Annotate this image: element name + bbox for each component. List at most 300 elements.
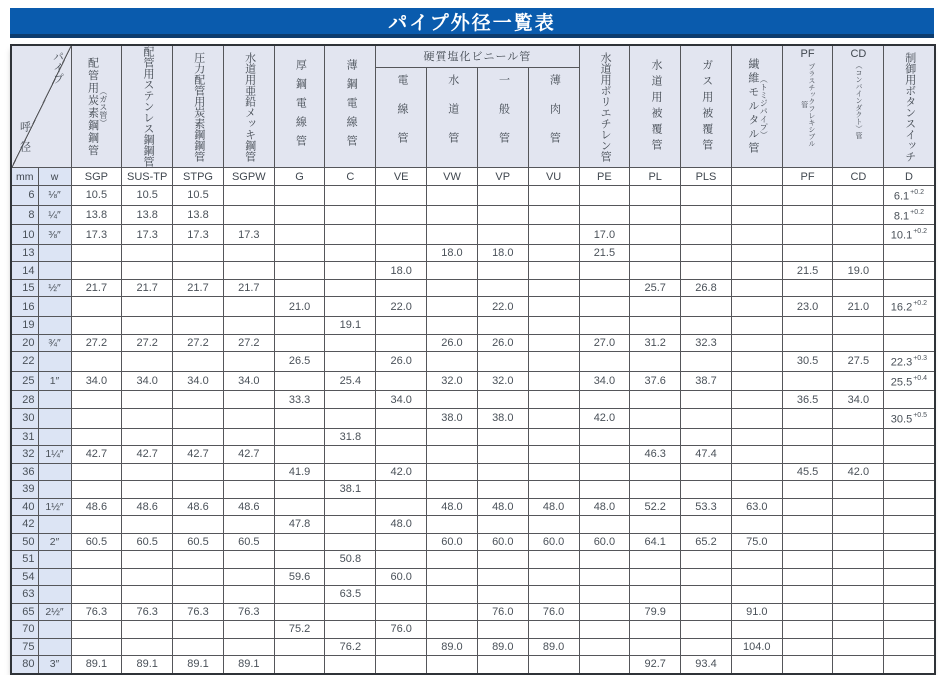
value-cell [325, 656, 376, 674]
value-cell [122, 516, 173, 534]
value-cell [681, 586, 732, 604]
header-row-codes [11, 168, 935, 186]
value-cell [884, 498, 935, 516]
table-row [11, 205, 935, 225]
table-row [11, 262, 935, 280]
column-sublabel: （ガス管） [98, 86, 108, 127]
corner-cell [11, 45, 71, 168]
row-mm-cell: 28 [11, 391, 38, 409]
value-cell [528, 297, 579, 317]
row-mm-cell: 15 [11, 279, 38, 297]
value-cell: 89.1 [223, 656, 274, 674]
column-header-G [274, 45, 325, 168]
value-cell [274, 205, 325, 225]
value-cell [681, 551, 732, 569]
row-inch-cell [38, 586, 71, 604]
row-mm-cell: 42 [11, 516, 38, 534]
value-cell: $25.5^{+0.4}$ [884, 371, 935, 391]
value-cell: 27.2 [71, 334, 122, 352]
column-label: 水道用亜鉛メッキ鋼管 [243, 51, 256, 162]
value-cell: 93.4 [681, 656, 732, 674]
value-cell [579, 317, 630, 335]
value-cell [274, 334, 325, 352]
row-mm-cell: 63 [11, 586, 38, 604]
value-cell: 48.0 [579, 498, 630, 516]
value-cell: 60.5 [223, 533, 274, 551]
value-cell [376, 244, 427, 262]
table-row [11, 428, 935, 446]
value-cell: 34.0 [173, 371, 224, 391]
value-cell [223, 244, 274, 262]
value-cell [325, 446, 376, 464]
value-cell [427, 428, 478, 446]
table-row [11, 297, 935, 317]
code-cell-VP: VP [477, 168, 528, 186]
value-cell [833, 186, 884, 206]
table-row [11, 568, 935, 586]
value-cell [833, 244, 884, 262]
value-cell [274, 498, 325, 516]
value-cell: 21.7 [173, 279, 224, 297]
code-cell-C: C [325, 168, 376, 186]
table-row [11, 391, 935, 409]
value-cell [223, 317, 274, 335]
value-cell [274, 244, 325, 262]
table-row [11, 656, 935, 674]
value-cell [122, 481, 173, 499]
row-inch-cell: 2″ [38, 533, 71, 551]
value-cell [223, 408, 274, 428]
value-cell [782, 225, 833, 245]
value-cell [731, 279, 782, 297]
column-header-PL [630, 45, 681, 168]
value-cell: $8.1^{+0.2}$ [884, 205, 935, 225]
value-cell [528, 463, 579, 481]
column-label: 制御用ボタンスイッチ [903, 51, 916, 162]
row-mm-cell: 40 [11, 498, 38, 516]
value-cell: 76.3 [173, 603, 224, 621]
row-mm-cell: 20 [11, 334, 38, 352]
column-header-SGP [71, 45, 122, 168]
value-cell [731, 186, 782, 206]
value-cell [681, 297, 732, 317]
value-cell [376, 586, 427, 604]
value-cell: 26.0 [376, 352, 427, 372]
value-cell [833, 568, 884, 586]
value-cell [579, 186, 630, 206]
value-cell: $16.2^{+0.2}$ [884, 297, 935, 317]
row-inch-cell: ¼″ [38, 205, 71, 225]
value-cell [833, 621, 884, 639]
value-cell: 89.1 [71, 656, 122, 674]
row-inch-cell [38, 463, 71, 481]
value-cell [325, 621, 376, 639]
value-cell [122, 297, 173, 317]
value-cell [681, 352, 732, 372]
value-cell [122, 262, 173, 280]
value-cell [477, 516, 528, 534]
value-cell [274, 446, 325, 464]
value-cell: 27.2 [223, 334, 274, 352]
value-cell [681, 225, 732, 245]
value-cell: 31.2 [630, 334, 681, 352]
value-cell: 42.0 [833, 463, 884, 481]
column-label: プラスチックフレキシブル管 [800, 62, 815, 147]
value-cell [325, 408, 376, 428]
value-cell [376, 638, 427, 656]
row-mm-cell: 75 [11, 638, 38, 656]
value-cell: 17.3 [71, 225, 122, 245]
value-cell [477, 481, 528, 499]
value-cell: 27.0 [579, 334, 630, 352]
header-row-main [11, 45, 935, 67]
value-cell [528, 481, 579, 499]
value-cell [325, 297, 376, 317]
value-cell [579, 262, 630, 280]
value-cell: 18.0 [427, 244, 478, 262]
unit-inch-cell: w [38, 168, 71, 186]
value-cell [71, 428, 122, 446]
value-cell [173, 352, 224, 372]
value-cell: 34.0 [833, 391, 884, 409]
value-cell: 79.9 [630, 603, 681, 621]
value-cell [731, 568, 782, 586]
value-cell [122, 463, 173, 481]
value-cell: 25.7 [630, 279, 681, 297]
value-cell [173, 391, 224, 409]
value-cell [477, 205, 528, 225]
value-cell [325, 262, 376, 280]
value-cell [122, 391, 173, 409]
value-cell [427, 481, 478, 499]
value-cell [173, 428, 224, 446]
value-cell [173, 317, 224, 335]
row-inch-cell: ⅛″ [38, 186, 71, 206]
row-inch-cell: ½″ [38, 279, 71, 297]
value-cell [782, 603, 833, 621]
code-cell-SGPW: SGPW [223, 168, 274, 186]
value-cell [731, 408, 782, 428]
table-row [11, 371, 935, 391]
value-cell [731, 656, 782, 674]
value-cell [833, 533, 884, 551]
value-cell [274, 262, 325, 280]
value-cell [223, 481, 274, 499]
value-cell [223, 621, 274, 639]
value-cell [274, 225, 325, 245]
row-inch-cell: 1¼″ [38, 446, 71, 464]
value-cell [325, 334, 376, 352]
value-cell [427, 317, 478, 335]
value-cell [223, 463, 274, 481]
value-cell [579, 551, 630, 569]
column-header-C [325, 45, 376, 168]
value-cell [71, 621, 122, 639]
value-cell: 60.0 [579, 533, 630, 551]
value-cell [681, 516, 732, 534]
value-cell [376, 225, 427, 245]
value-cell [630, 352, 681, 372]
column-header-PLS [681, 45, 732, 168]
value-cell [833, 371, 884, 391]
value-cell [884, 279, 935, 297]
table-body [11, 186, 935, 674]
value-cell [681, 463, 732, 481]
value-cell [223, 568, 274, 586]
row-inch-cell [38, 621, 71, 639]
value-cell [731, 371, 782, 391]
value-cell [274, 551, 325, 569]
value-cell [274, 586, 325, 604]
value-cell: 26.0 [427, 334, 478, 352]
value-cell [681, 262, 732, 280]
value-cell [325, 186, 376, 206]
value-cell: 32.0 [477, 371, 528, 391]
column-label: 電線管 [395, 73, 408, 161]
value-cell [173, 638, 224, 656]
value-cell: 21.7 [122, 279, 173, 297]
value-cell [528, 391, 579, 409]
value-cell [71, 297, 122, 317]
value-cell: 25.4 [325, 371, 376, 391]
value-cell [427, 352, 478, 372]
value-cell [630, 262, 681, 280]
value-cell [71, 408, 122, 428]
row-mm-cell: 14 [11, 262, 38, 280]
value-cell: 19.1 [325, 317, 376, 335]
value-cell [528, 371, 579, 391]
value-cell [223, 186, 274, 206]
value-cell: 75.2 [274, 621, 325, 639]
value-cell [579, 446, 630, 464]
row-inch-cell [38, 262, 71, 280]
value-cell [884, 481, 935, 499]
value-cell [376, 205, 427, 225]
row-mm-cell: 54 [11, 568, 38, 586]
code-cell-VE: VE [376, 168, 427, 186]
table-row [11, 551, 935, 569]
value-cell [731, 205, 782, 225]
value-cell [731, 334, 782, 352]
value-cell [477, 225, 528, 245]
value-cell [122, 352, 173, 372]
table-header [11, 45, 935, 186]
value-cell [223, 586, 274, 604]
value-cell [630, 297, 681, 317]
value-cell [528, 446, 579, 464]
value-cell [630, 481, 681, 499]
column-label: ガス用被覆管 [700, 58, 713, 155]
value-cell [427, 603, 478, 621]
value-cell: 38.0 [427, 408, 478, 428]
value-cell [173, 297, 224, 317]
value-cell [376, 408, 427, 428]
value-cell: 27.2 [122, 334, 173, 352]
value-cell [579, 297, 630, 317]
value-cell [427, 568, 478, 586]
value-cell [579, 463, 630, 481]
value-cell [477, 551, 528, 569]
value-cell: 18.0 [477, 244, 528, 262]
row-mm-cell: 36 [11, 463, 38, 481]
unit-mm-cell: mm [11, 168, 38, 186]
value-cell [173, 586, 224, 604]
value-cell [274, 428, 325, 446]
value-cell [681, 391, 732, 409]
value-cell [71, 352, 122, 372]
value-cell [782, 428, 833, 446]
value-cell [884, 586, 935, 604]
value-cell: $30.5^{+0.5}$ [884, 408, 935, 428]
value-cell [884, 551, 935, 569]
table-row [11, 586, 935, 604]
value-cell [579, 481, 630, 499]
value-cell: 48.6 [223, 498, 274, 516]
value-cell [376, 371, 427, 391]
row-inch-cell [38, 638, 71, 656]
value-cell [731, 586, 782, 604]
value-cell [71, 568, 122, 586]
value-cell [833, 408, 884, 428]
value-cell: 33.3 [274, 391, 325, 409]
column-label: 配管用ステンレス鋼鋼管 [141, 46, 154, 167]
row-mm-cell: 25 [11, 371, 38, 391]
value-cell [782, 408, 833, 428]
value-cell [274, 533, 325, 551]
value-cell [681, 186, 732, 206]
column-label: 一般管 [497, 73, 510, 161]
value-cell [579, 279, 630, 297]
value-cell [884, 638, 935, 656]
value-cell [731, 391, 782, 409]
column-label: 圧力配管用炭素鋼鋼管 [192, 51, 205, 162]
value-cell: 60.0 [528, 533, 579, 551]
value-cell: 26.5 [274, 352, 325, 372]
code-cell-PLS: PLS [681, 168, 732, 186]
value-cell [477, 446, 528, 464]
value-cell [223, 262, 274, 280]
value-cell [731, 262, 782, 280]
corner-nominal-diameter-label: 呼径 [18, 121, 31, 161]
value-cell: 23.0 [782, 297, 833, 317]
value-cell: 76.0 [477, 603, 528, 621]
value-cell [833, 334, 884, 352]
value-cell [731, 225, 782, 245]
row-inch-cell [38, 568, 71, 586]
value-cell [173, 516, 224, 534]
value-cell: 34.0 [376, 391, 427, 409]
value-cell: 48.6 [71, 498, 122, 516]
value-cell [731, 428, 782, 446]
value-cell [630, 428, 681, 446]
value-cell [122, 244, 173, 262]
value-cell [833, 603, 884, 621]
value-cell: 92.7 [630, 656, 681, 674]
value-cell [833, 551, 884, 569]
value-cell [427, 279, 478, 297]
value-cell [731, 481, 782, 499]
value-cell [579, 621, 630, 639]
value-cell: 76.0 [376, 621, 427, 639]
value-cell [528, 428, 579, 446]
value-cell [731, 352, 782, 372]
value-cell [630, 621, 681, 639]
value-cell [833, 586, 884, 604]
value-cell [528, 408, 579, 428]
value-cell [376, 533, 427, 551]
table-row [11, 186, 935, 206]
value-cell [528, 244, 579, 262]
value-cell [274, 317, 325, 335]
value-cell: 34.0 [71, 371, 122, 391]
value-cell [325, 352, 376, 372]
value-cell [223, 551, 274, 569]
row-inch-cell [38, 516, 71, 534]
value-cell [528, 568, 579, 586]
value-cell [884, 317, 935, 335]
row-mm-cell: 31 [11, 428, 38, 446]
value-cell: 18.0 [376, 262, 427, 280]
value-cell [376, 551, 427, 569]
column-code-prefix: PF [800, 47, 815, 60]
value-cell [376, 428, 427, 446]
value-cell: 27.5 [833, 352, 884, 372]
row-mm-cell: 80 [11, 656, 38, 674]
value-cell [122, 408, 173, 428]
value-cell [884, 621, 935, 639]
value-cell [579, 428, 630, 446]
value-cell [173, 244, 224, 262]
row-inch-cell: ¾″ [38, 334, 71, 352]
value-cell: 10.5 [71, 186, 122, 206]
value-cell [681, 244, 732, 262]
value-cell: 64.1 [630, 533, 681, 551]
table-row [11, 334, 935, 352]
value-cell: 50.8 [325, 551, 376, 569]
value-cell: 47.4 [681, 446, 732, 464]
value-cell [427, 516, 478, 534]
value-cell [477, 568, 528, 586]
value-cell [833, 317, 884, 335]
value-cell [528, 656, 579, 674]
value-cell [122, 568, 173, 586]
code-cell-SUS-TP: SUS-TP [122, 168, 173, 186]
row-mm-cell: 50 [11, 533, 38, 551]
value-cell [630, 568, 681, 586]
row-inch-cell [38, 551, 71, 569]
value-cell [579, 391, 630, 409]
row-mm-cell: 16 [11, 297, 38, 317]
column-header-CD [833, 45, 884, 168]
value-cell: 22.0 [477, 297, 528, 317]
column-label: 水道用ポリエチレン管 [599, 51, 612, 162]
table-row [11, 533, 935, 551]
value-cell [630, 225, 681, 245]
value-cell [427, 621, 478, 639]
value-cell: 34.0 [223, 371, 274, 391]
value-cell: 47.8 [274, 516, 325, 534]
row-inch-cell [38, 391, 71, 409]
row-mm-cell: 8 [11, 205, 38, 225]
row-inch-cell: 1″ [38, 371, 71, 391]
value-cell [630, 551, 681, 569]
value-cell [122, 638, 173, 656]
value-cell [223, 638, 274, 656]
column-header-VP [477, 67, 528, 167]
value-cell [528, 279, 579, 297]
value-cell [71, 481, 122, 499]
column-header-STPG [173, 45, 224, 168]
